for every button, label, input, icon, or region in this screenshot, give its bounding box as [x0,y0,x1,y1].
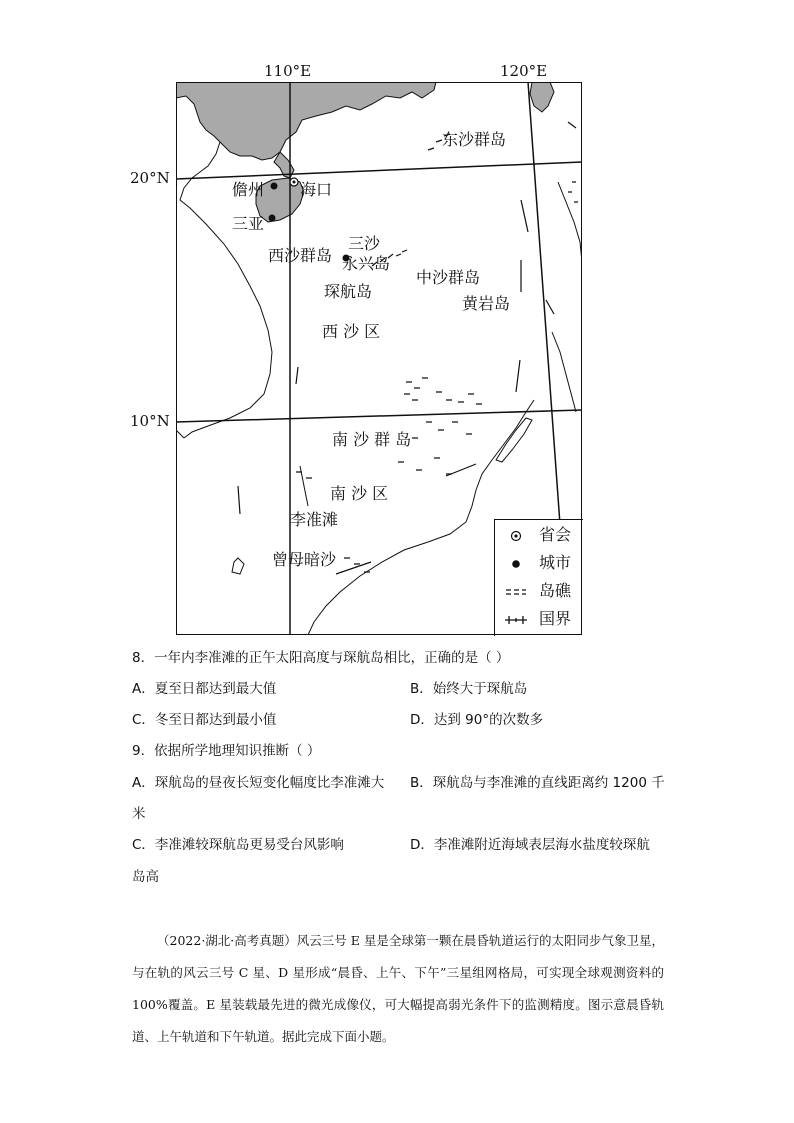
label-xisha-qundao: 西沙群岛 [268,246,333,265]
label-nansha-qundao: 南 沙 群 岛 [332,430,412,449]
label-sanya: 三亚 [232,214,265,233]
label-zhongsha: 中沙群岛 [416,268,481,287]
q9-option-b-cont: 米 [132,806,146,822]
label-dongsha: 东沙群岛 [442,130,507,149]
q8-stem: 8．一年内李准滩的正午太阳高度与琛航岛相比，正确的是（ ） [132,650,510,666]
south-china-sea-map [176,82,582,635]
label-danzhou: 儋州 [232,180,265,199]
q9-option-b: B．琛航岛与李准滩的直线距离约 1200 千 [410,775,665,791]
legend-label-reef: 岛礁 [539,581,572,600]
q8-option-c: C．冬至日都达到最小值 [132,712,277,728]
label-sansha: 三沙 [348,234,381,253]
q8-option-b: B．始终大于琛航岛 [410,681,528,697]
label-zengmu: 曾母暗沙 [272,550,337,569]
lat-label-10: 10°N [130,412,170,430]
label-haikou: 海口 [300,180,333,199]
label-xisha-qu: 西 沙 区 [322,322,381,341]
map-frame [176,82,582,635]
q8-option-a: A．夏至日都达到最大值 [132,681,277,697]
lat-label-20: 20°N [130,169,170,187]
lon-label-120: 120°E [500,62,548,80]
label-yongxing: 永兴岛 [342,254,391,273]
legend-label-capital: 省会 [539,525,572,544]
legend-label-city: 城市 [539,553,572,572]
q9-stem: 9．依据所学地理知识推断（ ） [132,743,321,759]
label-lizhuntan: 李准滩 [290,510,339,529]
lon-label-110: 110°E [264,62,312,80]
q9-option-c: C．李准滩较琛航岛更易受台风影响 [132,837,344,853]
legend-label-border: 国界 [539,609,572,628]
q8-option-d: D．达到 90°的次数多 [410,712,544,728]
q9-option-d-cont: 岛高 [132,869,159,885]
label-nansha-qu: 南 沙 区 [330,484,389,503]
label-huangyan: 黄岩岛 [462,294,511,313]
q9-option-d: D．李准滩附近海域表层海水盐度较琛航 [410,837,650,853]
passage-text: （2022·湖北·高考真题）风云三号 E 星是全球第一颗在晨昏轨道运行的太阳同步气象卫星，与在轨的风云三号 C 星、D 星形成“晨昏、上午、下午”三星组网格局，可实现全球观测资料的 100%覆盖。E 星装载最先进的微光成像仪，可大幅提高弱光条件下的监测精度。图示意晨昏轨道、上午轨道和下午轨道。据此完成下面小题。 [132,933,664,1044]
q9-option-a: A．琛航岛的昼夜长短变化幅度比李准滩大 [132,775,385,791]
label-chenhang: 琛航岛 [324,282,373,301]
